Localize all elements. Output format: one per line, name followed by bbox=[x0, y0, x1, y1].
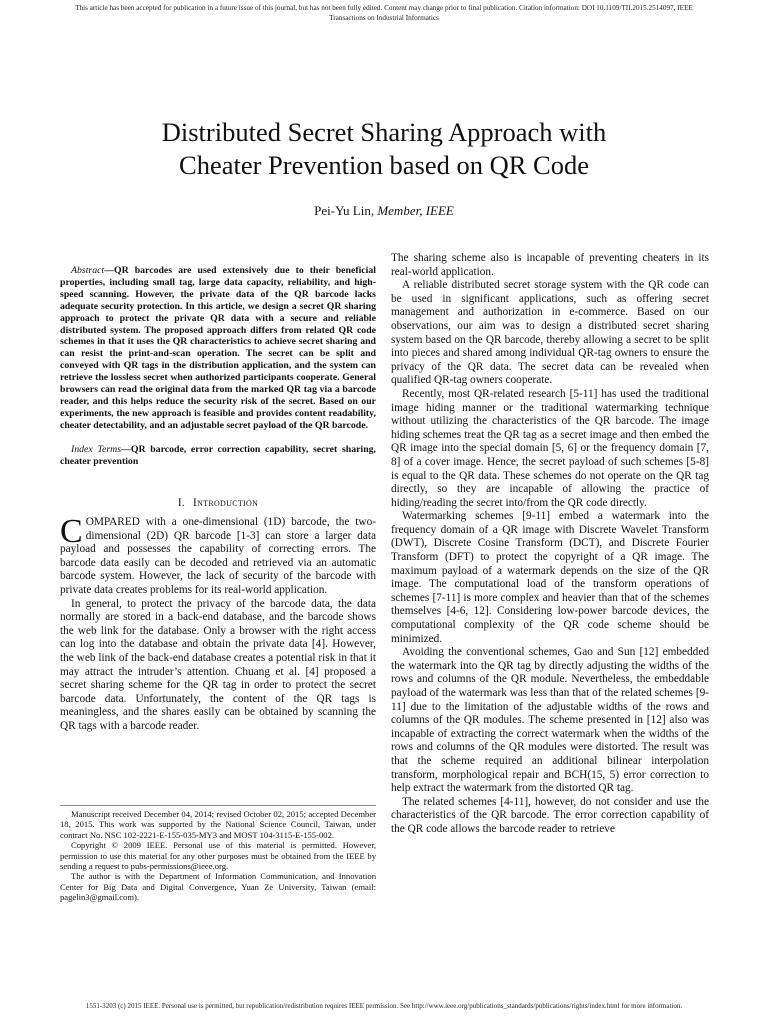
right-column bbox=[391, 252, 709, 837]
paper-title bbox=[0, 116, 768, 182]
page-footer: 1551-3203 (c) 2015 IEEE. Personal use is permitted, but republication/redistribution requires IEEE permission. See http://www.ieee.org/publications_standards/publications/rights/index.html for more information. bbox=[85, 1002, 683, 1010]
author-membership: Member, IEEE bbox=[377, 203, 454, 218]
index-terms bbox=[60, 444, 376, 468]
abstract-text: —QR barcodes are used extensively due to their beneficial properties, including small tag, large data capacity, reliability, and high-speed scanning. However, the private data of the QR barcode lacks adequate security protection. In this article, we design a secret QR sharing approach to protect the private QR data with a secure and reliable distributed system. The proposed approach differs from related QR code schemes in that it uses the QR characteristics to achieve secret sharing and can resist the print-and-scan operation. The secret can be split and conveyed with QR tags in the distribution application, and the system can retrieve the lossless secret when authorized participants cooperate. General browsers can read the original data from the marked QR tag via a barcode reader, and this helps reduce the security risk of the secret. Based on our experiments, the new approach is feasible and provides content readability, cheater detectability, and an adjustable secret payload of the QR barcode. bbox=[60, 265, 376, 431]
journal-header-notice bbox=[0, 3, 768, 23]
right-paragraph-3: Recently, most QR-related research [5-11] has used the traditional image hiding manner or the traditional watermarking technique without utilizing the characteristics of the QR barcode. The image hiding schemes treat the QR tag as a secret image and then embed the QR image into the special domain [5, 6] or the frequency domain [7, 8] of a cover image. Hence, the secret payload of such schemes [5-8] is equal to the QR data. These schemes do not operate on the QR tag directly, so they are incapable of allowing the practice of hiding/reading the secret into/from the QR code directly. bbox=[391, 387, 709, 509]
right-paragraph-4: Watermarking schemes [9-11] embed a watermark into the frequency domain of a QR image with Discrete Wavelet Transform (DWT), Discrete Cosine Transform (DCT), and Discrete Fourier Transform (DFT) to protect the copyright of a QR image. The maximum payload of a watermark depends on the size of the QR image. The computational load of the transform operations of schemes [7-11] is more complex and heavier than that of the schemes themselves [4-6, 12]. Considering low-power barcode devices, the computational complexity of the QR code scheme should be minimized. bbox=[391, 510, 709, 645]
title-line-2: Cheater Prevention based on QR Code bbox=[179, 150, 589, 180]
section-number: I. bbox=[177, 496, 186, 509]
header-line-1: This article has been accepted for publication in a future issue of this journal, but has not been fully edited. Content may change prior to final publication. Citation information: DOI 10.1109/TII.2015.2514097, IEEE bbox=[75, 4, 693, 12]
right-paragraph-1: The sharing scheme also is incapable of preventing cheaters in its real-world application. bbox=[391, 252, 709, 278]
left-column bbox=[60, 265, 376, 734]
index-terms-label: Index Terms bbox=[71, 443, 122, 455]
right-paragraph-5: Avoiding the conventional schemes, Gao and Sun [12] embedded the watermark into the QR tag by directly adjusting the widths of the rows and columns of the QR module. Nevertheless, the embeddable payload of the watermark was less than that of the related schemes [9-11] due to the limitation of the adjustable widths of the rows and columns of the QR modules. The scheme presented in [12] also was incapable of extracting the correct watermark when the widths of the rows and columns of the QR modules were distorted. The result was that the scheme required an additional bilinear interpolation transform, morphological repair and BCH(15, 5) error correction to help extract the watermark from the distorted QR tag. bbox=[391, 646, 709, 795]
footnote bbox=[60, 805, 376, 903]
drop-cap: C bbox=[60, 513, 83, 551]
right-paragraph-6: The related schemes [4-11], however, do not consider and use the characteristics of the QR barcode. The error correction capability of the QR code allows the barcode reader to retrieve bbox=[391, 795, 709, 835]
author-line bbox=[0, 203, 768, 219]
section-heading-introduction bbox=[60, 497, 376, 511]
abstract-label: Abstract bbox=[71, 265, 105, 276]
section-title: Introduction bbox=[193, 496, 259, 509]
footnote-copyright: Copyright © 2009 IEEE. Personal use of this material is permitted. However, permission to use this material for any other purposes must be obtained from the IEEE by sending a request to pubs-permissions@ieee.org. bbox=[60, 840, 376, 872]
right-paragraph-2: A reliable distributed secret storage system with the QR code can be used in significant applications, such as offering secret management and authorization in e-commerce. Based on our observations, our aim was to design a distributed secret sharing system based on the QR barcode, thereby allowing a secret to be split into pieces and shared among individual QR-tag owners to ensure the privacy of the QR data. The secret data can be revealed when qualified QR-tag owners cooperate. bbox=[391, 279, 709, 387]
intro-paragraph-1 bbox=[60, 513, 376, 598]
footnote-manuscript: Manuscript received December 04, 2014; revised October 02, 2015; accepted December 18, 2015. This work was supported by the National Science Council, Taiwan, under contract No. NSC 102-2221-E-155-035-MY3 and MOST 104-3115-E-155-002. bbox=[60, 809, 376, 840]
intro-paragraph-1-text: OMPARED with a one-dimensional (1D) barcode, the two-dimensional (2D) QR barcode [1-3] can store a larger data payload and possesses the capability of correcting errors. The barcode data easily can be decoded and retrieved via an automatic barcode system. However, the lack of security of the barcode with private data creates problems for its real-world application. bbox=[60, 516, 376, 597]
abstract bbox=[60, 265, 376, 432]
index-terms-text: —QR barcode, error correction capability, secret sharing, cheater prevention bbox=[60, 443, 376, 467]
footnote-author: The author is with the Department of Information Communication, and Innovation Center for Big Data and Digital Convergence, Yuan Ze University, Taiwan (email: pagelin3@gmail.com). bbox=[60, 871, 376, 903]
author-name: Pei-Yu Lin, bbox=[314, 203, 378, 218]
header-line-2: Transactions on Industrial Informatics bbox=[329, 14, 439, 22]
intro-paragraph-2: In general, to protect the privacy of the barcode data, the data normally are stored in a back-end database, and the barcode shows the web link for the database. Only a browser with the right access can log into the database and obtain the private data [4]. However, the web link of the back-end database creates a potential risk in that it may attract the intruder’s attention. Chuang et al. [4] proposed a secret sharing scheme for the QR tag in order to protect the secret barcode data. Unfortunately, the content of the QR tags is meaningless, and the shares easily can be obtained by scanning the QR tags with a barcode reader. bbox=[60, 597, 376, 732]
title-line-1: Distributed Secret Sharing Approach with bbox=[161, 117, 607, 147]
